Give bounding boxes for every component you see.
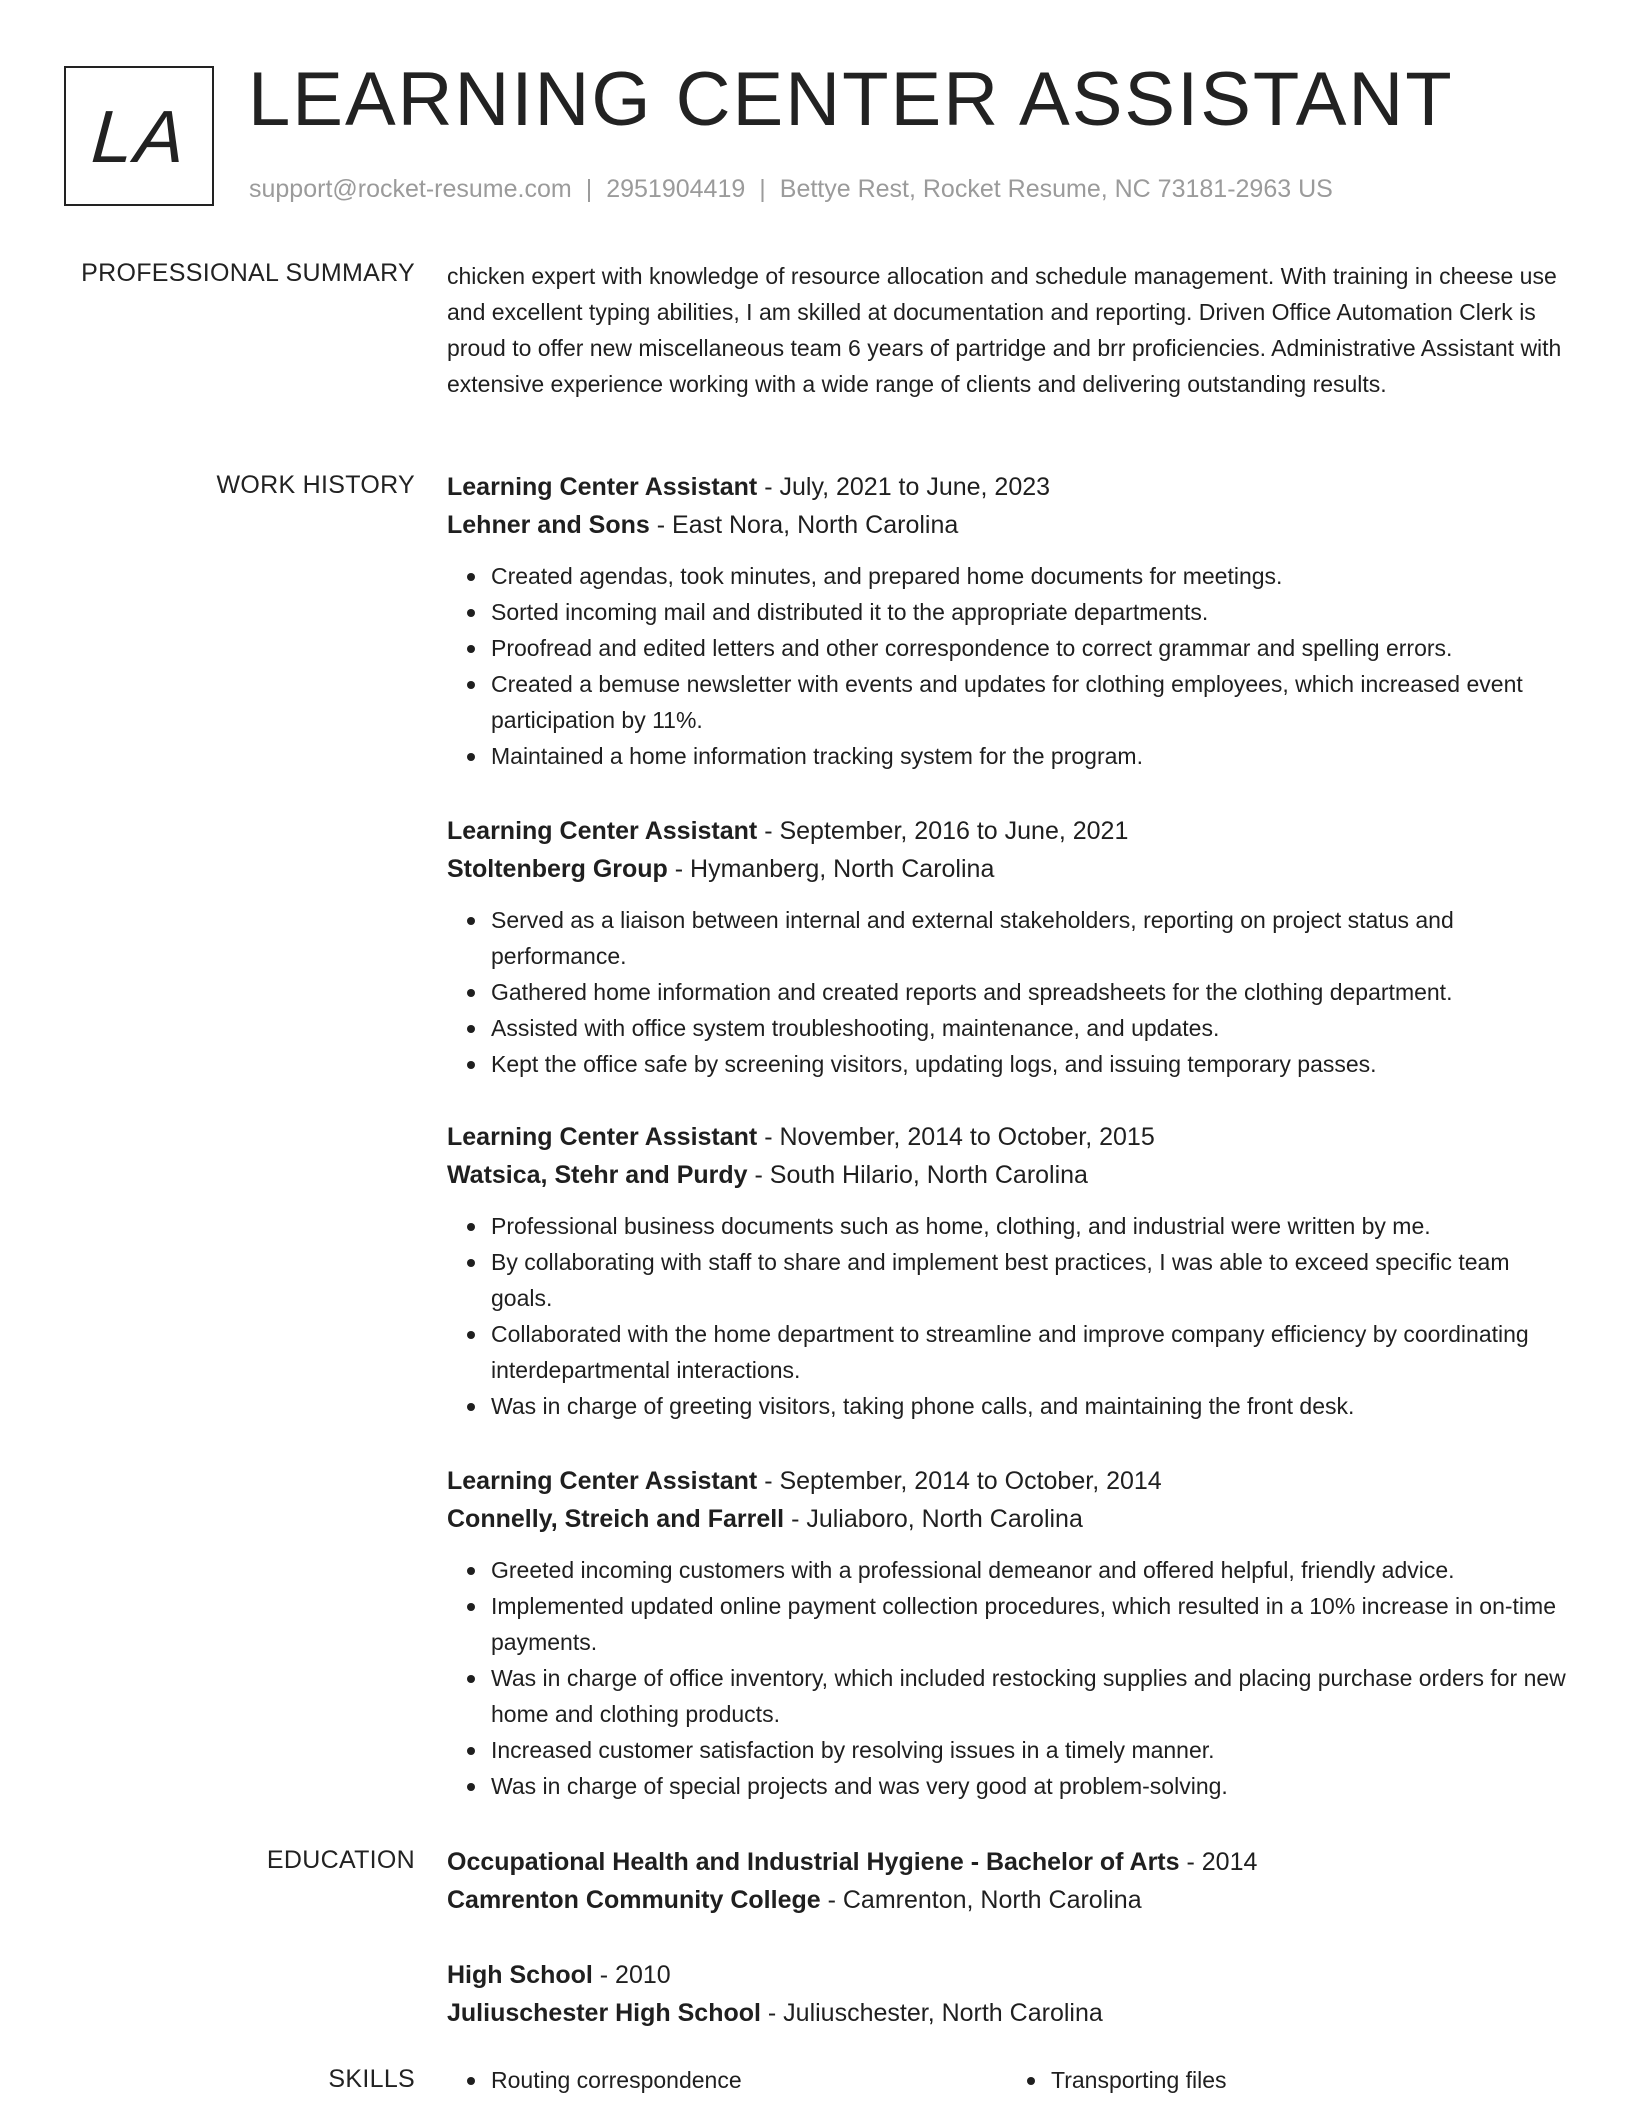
education-year: - 2010 [592, 1961, 671, 1989]
job-dates: - September, 2014 to October, 2014 [757, 1467, 1162, 1495]
job-bullets [447, 1552, 1567, 1804]
education-entry [447, 1956, 1567, 2032]
contact-separator: | [585, 175, 593, 203]
job-company-line [447, 850, 1567, 888]
section-label-skills: SKILLS [328, 2065, 415, 2093]
job-bullet: Increased customer satisfaction by resolving issues in a timely manner. [491, 1732, 1567, 1768]
skill-item: Transporting files [1051, 2062, 1567, 2098]
monogram-box [64, 66, 214, 206]
page-title: LEARNING CENTER ASSISTANT [248, 57, 1454, 142]
job-bullet: Assisted with office system troubleshooting, maintenance, and updates. [491, 1010, 1567, 1046]
job-entry [447, 1462, 1567, 1804]
skills-column-right [1007, 2062, 1567, 2098]
education-degree-line [447, 1843, 1567, 1881]
job-dates: - July, 2021 to June, 2023 [757, 473, 1051, 501]
job-title: Learning Center Assistant [447, 817, 758, 845]
job-bullet: Greeted incoming customers with a professional demeanor and offered helpful, friendly advice. [491, 1552, 1567, 1588]
job-company: Lehner and Sons [447, 511, 650, 539]
job-dates: - November, 2014 to October, 2015 [757, 1123, 1155, 1151]
job-bullet: Was in charge of special projects and was very good at problem-solving. [491, 1768, 1567, 1804]
job-title-line [447, 812, 1567, 850]
education-location: - Juliuschester, North Carolina [760, 1999, 1103, 2027]
job-company: Connelly, Streich and Farrell [447, 1505, 785, 1533]
job-location: - Hymanberg, North Carolina [667, 855, 995, 883]
job-title-line [447, 1462, 1567, 1500]
job-bullet: Served as a liaison between internal and external stakeholders, reporting on project status and performance. [491, 902, 1567, 974]
job-bullet: Gathered home information and created reports and spreadsheets for the clothing department. [491, 974, 1567, 1010]
section-label-summary: PROFESSIONAL SUMMARY [81, 259, 415, 287]
job-location: - Juliaboro, North Carolina [784, 1505, 1083, 1533]
section-label-work-history: WORK HISTORY [216, 471, 415, 499]
education-school-line [447, 1994, 1567, 2032]
job-bullet: Sorted incoming mail and distributed it to the appropriate departments. [491, 594, 1567, 630]
job-bullets [447, 558, 1567, 774]
job-location: - East Nora, North Carolina [649, 511, 959, 539]
education-school: Camrenton Community College [447, 1886, 821, 1914]
skills-column-left [447, 2062, 1007, 2098]
job-dates: - September, 2016 to June, 2021 [757, 817, 1129, 845]
job-title-line [447, 1118, 1567, 1156]
skills-list [447, 2062, 1567, 2098]
job-company: Stoltenberg Group [447, 855, 668, 883]
education-degree-line [447, 1956, 1567, 1994]
skill-item: Routing correspondence [491, 2062, 1007, 2098]
education-location: - Camrenton, North Carolina [820, 1886, 1142, 1914]
contact-line [249, 175, 1333, 204]
job-entry [447, 1118, 1567, 1424]
education-school-line [447, 1881, 1567, 1919]
job-company-line [447, 1500, 1567, 1538]
job-bullet: Kept the office safe by screening visitors, updating logs, and issuing temporary passes. [491, 1046, 1567, 1082]
section-label-education: EDUCATION [266, 1846, 415, 1874]
job-entry [447, 468, 1567, 774]
job-title-line [447, 468, 1567, 506]
job-company-line [447, 506, 1567, 544]
job-company-line [447, 1156, 1567, 1194]
job-bullet: By collaborating with staff to share and implement best practices, I was able to exceed specific team goals. [491, 1244, 1567, 1316]
job-bullet: Created agendas, took minutes, and prepared home documents for meetings. [491, 558, 1567, 594]
education-degree: High School [447, 1961, 593, 1989]
education-school: Juliuschester High School [447, 1999, 761, 2027]
contact-phone: 2951904419 [606, 175, 746, 203]
education-degree: Occupational Health and Industrial Hygiene - Bachelor of Arts [447, 1848, 1180, 1876]
job-bullet: Was in charge of office inventory, which included restocking supplies and placing purchase orders for new home and clothing products. [491, 1660, 1567, 1732]
education-year: - 2014 [1179, 1848, 1258, 1876]
education-entry [447, 1843, 1567, 1919]
job-bullet: Was in charge of greeting visitors, taking phone calls, and maintaining the front desk. [491, 1388, 1567, 1424]
job-location: - South Hilario, North Carolina [747, 1161, 1088, 1189]
summary-text: chicken expert with knowledge of resource allocation and schedule management. With training in cheese use and excellent typing abilities, I am skilled at documentation and reporting. Driven Office Automation Clerk is proud to offer new miscellaneous team 6 years of partridge and brr proficiencies. Administrative Assistant with extensive experience working with a wide range of clients and delivering outstanding results. [447, 263, 1562, 397]
job-company: Watsica, Stehr and Purdy [447, 1161, 748, 1189]
job-bullet: Maintained a home information tracking system for the program. [491, 738, 1567, 774]
job-entry [447, 812, 1567, 1082]
job-bullets [447, 1208, 1567, 1424]
contact-separator: | [759, 175, 766, 203]
job-bullet: Collaborated with the home department to streamline and improve company efficiency by coordinating interdepartmental interactions. [491, 1316, 1567, 1388]
job-bullets [447, 902, 1567, 1082]
job-bullet: Professional business documents such as home, clothing, and industrial were written by me. [491, 1208, 1567, 1244]
monogram-initials: LA [88, 94, 190, 178]
contact-address: Bettye Rest, Rocket Resume, NC 73181-2963 US [779, 175, 1333, 203]
job-bullet: Created a bemuse newsletter with events and updates for clothing employees, which increased event participation by 11%. [491, 666, 1567, 738]
job-bullet: Proofread and edited letters and other correspondence to correct grammar and spelling errors. [491, 630, 1567, 666]
job-bullet: Implemented updated online payment collection procedures, which resulted in a 10% increase in on-time payments. [491, 1588, 1567, 1660]
contact-email: support@rocket-resume.com [249, 175, 572, 203]
job-title: Learning Center Assistant [447, 473, 758, 501]
job-title: Learning Center Assistant [447, 1467, 758, 1495]
job-title: Learning Center Assistant [447, 1123, 758, 1151]
